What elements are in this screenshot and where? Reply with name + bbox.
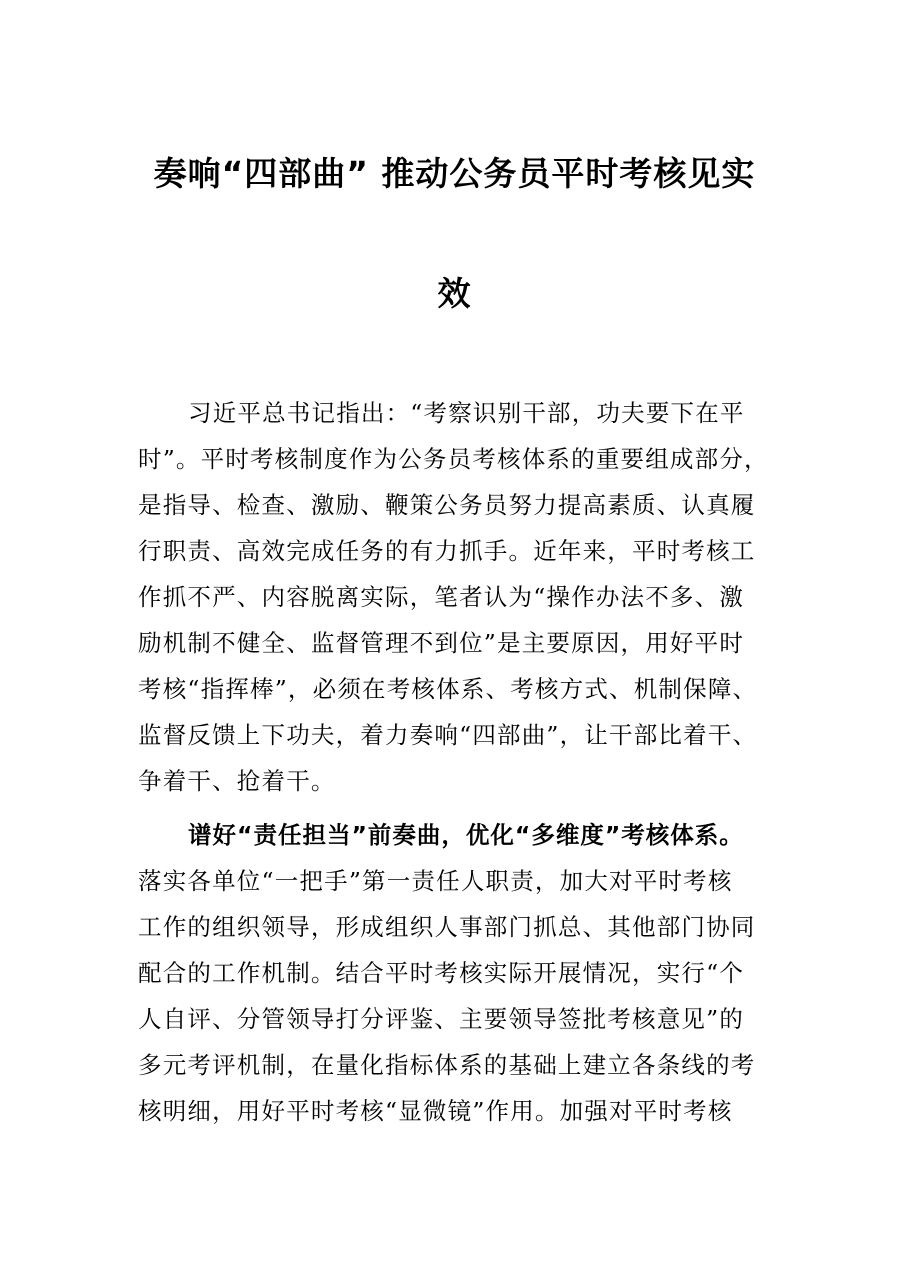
document-title-line-1: 奏响“四部曲” 推动公务员平时考核见实 xyxy=(153,154,756,193)
paragraph-1-line-9: 争着干、抢着干。 xyxy=(138,767,336,795)
paragraph-2-line-1: 落实各单位“一把手”第一责任人职责，加大对平时考核 xyxy=(138,867,733,895)
paragraph-1-line-6: 励机制不健全、监督管理不到位”是主要原因，用好平时 xyxy=(138,629,745,657)
paragraph-2-line-4: 人自评、分管领导打分评鉴、主要领导签批考核意见”的 xyxy=(138,1005,745,1033)
paragraph-1-line-2: 时”。平时考核制度作为公务员考核体系的重要组成部分， xyxy=(138,445,769,473)
paragraph-2-line-5: 多元考评机制，在量化指标体系的基础上建立各条线的考 xyxy=(138,1051,756,1079)
paragraph-1-line-8: 监督反馈上下功夫，着力奏响“四部曲”，让干部比着干、 xyxy=(138,721,758,749)
paragraph-1-line-5: 作抓不严、内容脱离实际，笔者认为“操作办法不多、激 xyxy=(138,583,745,611)
paragraph-2-line-6: 核明细，用好平时考核“显微镜”作用。加强对平时考核 xyxy=(138,1097,733,1125)
paragraph-1-line-7: 考核“指挥棒”，必须在考核体系、考核方式、机制保障、 xyxy=(138,675,758,703)
paragraph-1-line-4: 行职责、高效完成任务的有力抓手。近年来，平时考核工 xyxy=(138,537,756,565)
paragraph-1-line-1: 习近平总书记指出：“考察识别干部，功夫要下在平 xyxy=(188,399,745,427)
paragraph-2-line-3: 配合的工作机制。结合平时考核实际开展情况，实行“个 xyxy=(138,959,745,987)
paragraph-2-line-2: 工作的组织领导，形成组织人事部门抓总、其他部门协同 xyxy=(138,913,756,941)
document-title-line-2: 效 xyxy=(437,274,472,313)
section-heading: 谱好“责任担当”前奏曲，优化“多维度”考核体系。 xyxy=(188,821,744,849)
paragraph-1-line-3: 是指导、检查、激励、鞭策公务员努力提高素质、认真履 xyxy=(138,491,756,519)
